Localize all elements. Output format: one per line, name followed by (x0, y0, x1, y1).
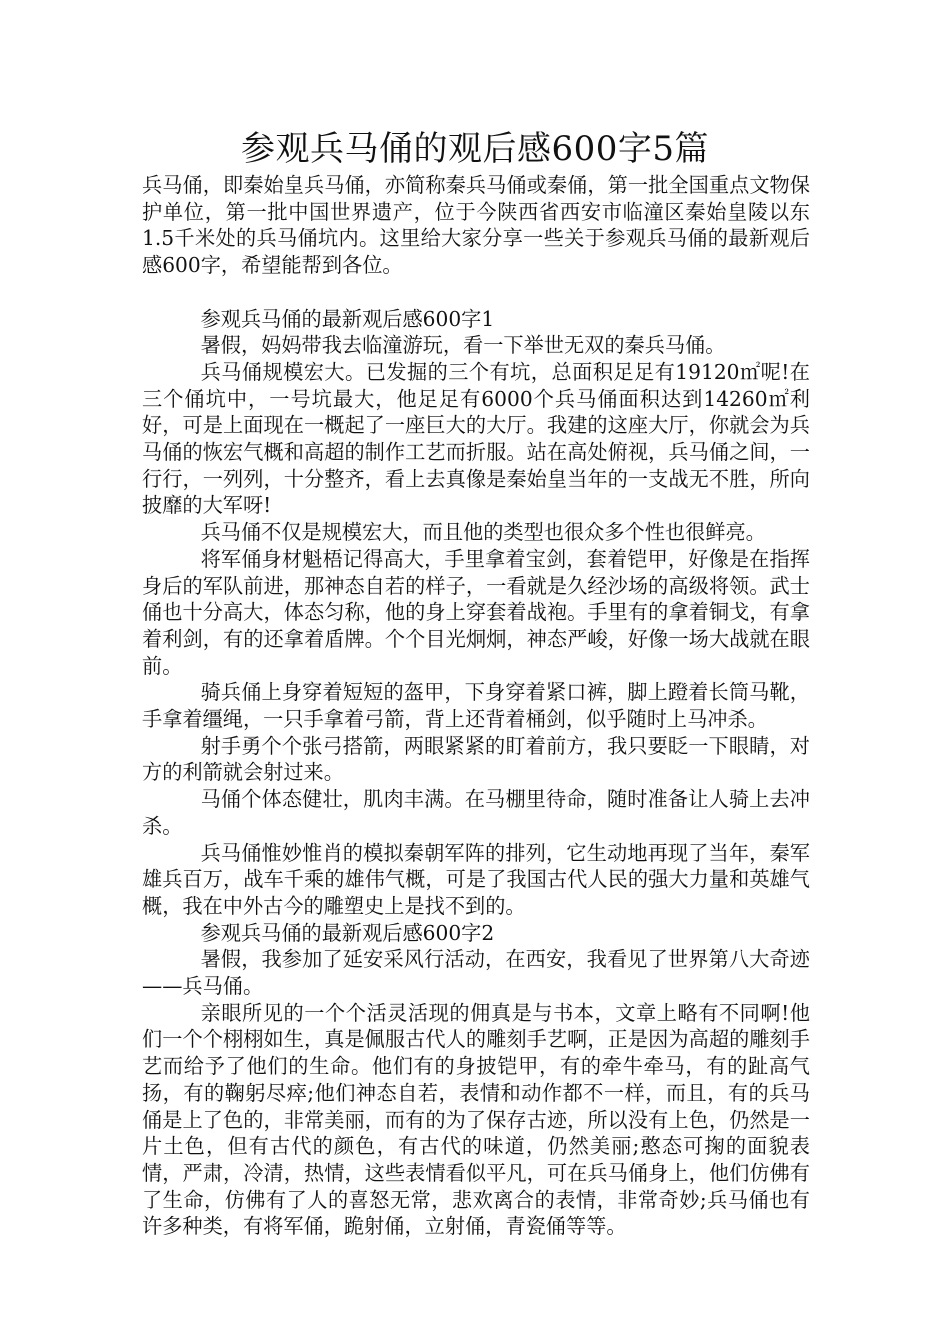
body-paragraph: 兵马俑规模宏大。已发掘的三个有坑，总面积足足有19120㎡呢!在三个俑坑中，一号坑最大，他足足有6000个兵马俑面积达到14260㎡利好，可是上面现在一概起了一座巨大的大厅。我建的这座大厅，你就会为兵马俑的恢宏气概和高超的制作工艺而折服。站在高处俯视，兵马俑之间，一行行，一列列，十分整齐，看上去真像是秦始皇当年的一支战无不胜，所向披靡的大军呀! (142, 359, 810, 518)
document-title: 参观兵马俑的观后感600字5篇 (240, 129, 710, 169)
body-paragraph: 兵马俑惟妙惟肖的模拟秦朝军阵的排列，它生动地再现了当年，秦军雄兵百万，战车千乘的雄伟气概，可是了我国古代人民的强大力量和英雄气概，我在中外古今的雕塑史上是找不到的。 (142, 840, 810, 918)
body-paragraph: 暑假，妈妈带我去临潼游玩，看一下举世无双的秦兵马俑。 (200, 333, 726, 358)
body-paragraph: 射手勇个个张弓搭箭，两眼紧紧的盯着前方，我只要眨一下眼睛，对方的利箭就会射过来。 (142, 733, 810, 785)
section-heading: 参观兵马俑的最新观后感600字1 (200, 306, 495, 331)
body-paragraph: 暑假，我参加了延安采风行活动，在西安，我看见了世界第八大奇迹——兵马俑。 (142, 947, 810, 999)
body-paragraph: 马俑个体态健壮，肌肉丰满。在马棚里待命，随时准备让人骑上去冲杀。 (142, 787, 810, 838)
body-paragraph: 亲眼所见的一个个活灵活现的佣真是与书本，文章上略有不同啊!他们一个个栩栩如生，真是佩服古代人的雕刻手艺啊，正是因为高超的雕刻手艺而给予了他们的生命。他们有的身披铠甲，有的牵牛牵马，有的趾高气扬，有的鞠躬尽瘁;他们神态自若，表情和动作都不一样，而且，有的兵马俑是上了色的，非常美丽，而有的为了保存古迹，所以没有上色，仍然是一片土色，但有古代的颜色，有古代的味道，仍然美丽;憨态可掬的面貌表情，严肃，冷清，热情，这些表情看似平凡，可在兵马俑身上，他们仿佛有了生命，仿佛有了人的喜怒无常，悲欢离合的表情，非常奇妙;兵马俑也有许多种类，有将军俑，跪射俑，立射俑，青瓷俑等等。 (142, 1000, 810, 1239)
body-paragraph: 兵马俑不仅是规模宏大，而且他的类型也很众多个性也很鲜亮。 (200, 520, 766, 545)
body-paragraph: 骑兵俑上身穿着短短的盔甲，下身穿着紧口裤，脚上蹬着长筒马靴，手拿着缰绳，一只手拿着弓箭，背上还背着桶剑，似乎随时上马冲杀。 (142, 680, 810, 732)
section-heading: 参观兵马俑的最新观后感600字2 (200, 920, 495, 945)
body-paragraph: 将军俑身材魁梧记得高大，手里拿着宝剑，套着铠甲，好像是在指挥身后的军队前进，那神态自若的样子，一看就是久经沙场的高级将领。武士俑也十分高大，体态匀称，他的身上穿套着战袍。手里有的拿着铜戈，有拿着利剑，有的还拿着盾牌。个个目光炯炯，神态严峻，好像一场大战就在眼前。 (142, 546, 810, 678)
document-body (142, 172, 810, 1240)
paragraph-spacer (142, 279, 810, 306)
intro-paragraph: 兵马俑，即秦始皇兵马俑，亦简称秦兵马俑或秦俑，第一批全国重点文物保护单位，第一批中国世界遗产，位于今陕西省西安市临潼区秦始皇陵以东1.5千米处的兵马俑坑内。这里给大家分享一些关于参观兵马俑的最新观后感600字，希望能帮到各位。 (142, 173, 810, 278)
